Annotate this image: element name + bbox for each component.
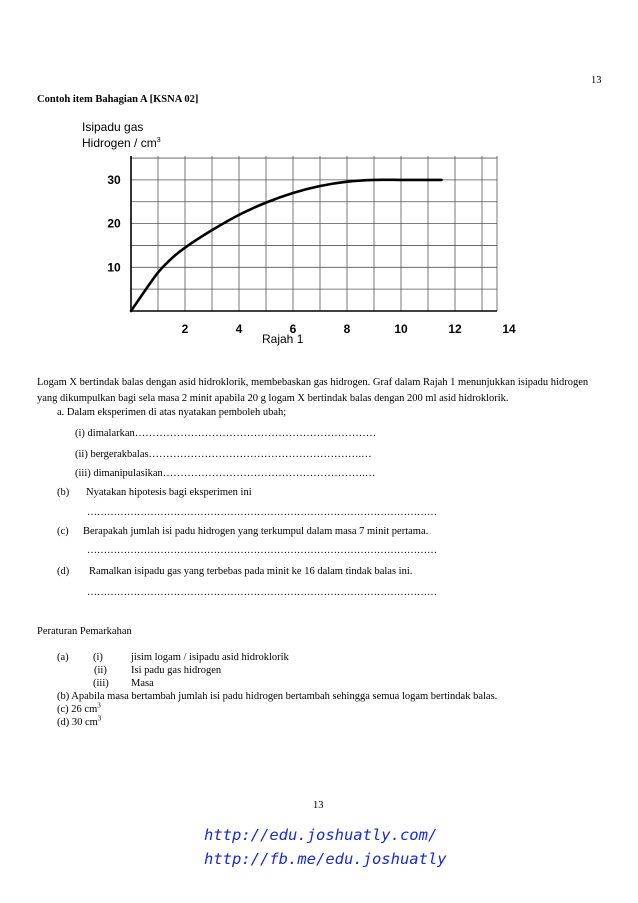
marking-b: (b) Apabila masa bertambah jumlah isi padu hidrogen bertambah sehingga semua logam bertindak balas. xyxy=(57,691,498,702)
answer-line-b: …………………………………………………………………………………………… xyxy=(87,507,437,518)
marking-a-i: jisim logam / isipadu asid hidroklorik xyxy=(131,652,289,663)
intro-paragraph: Logam X bertindak balas dengan asid hidroklorik, membebaskan gas hidrogen. Graf dalam Rajah 1 menunjukkan isipadu hidrogen yang dikumpulkan bagi sela masa 2 minit apabila 20 g logam X bertindak balas dengan 200 ml asid hidroklorik. xyxy=(37,377,589,404)
hydrogen-volume-chart xyxy=(0,0,638,360)
question-b: Nyatakan hipotesis bagi eksperimen ini xyxy=(86,487,252,498)
facebook-link[interactable]: http://fb.me/edu.joshuatly xyxy=(204,850,447,868)
marking-c-text: (c) 26 cm xyxy=(57,704,98,715)
question-d-label: (d) xyxy=(57,566,70,577)
question-d: Ramalkan isipadu gas yang terbebas pada minit ke 16 dalam tindak balas ini. xyxy=(89,566,413,577)
answer-line-c: …………………………………………………………………………………………… xyxy=(87,545,437,556)
y-axis-label-superscript: 3 xyxy=(156,137,161,144)
marking-a-i-label: (i) xyxy=(93,652,103,663)
marking-d-text: (d) 30 cm xyxy=(57,717,98,728)
marking-d-superscript: 3 xyxy=(97,714,102,723)
answer-line-d: …………………………………………………………………………………………… xyxy=(87,587,437,598)
y-tick-label: 10 xyxy=(107,260,121,275)
y-tick-label: 20 xyxy=(107,216,121,231)
x-tick-label: 8 xyxy=(343,322,351,336)
section-heading: Contoh item Bahagian A [KSNA 02] xyxy=(37,94,199,105)
y-axis-label-text: Hidrogen / cm xyxy=(82,136,157,150)
y-tick-label: 30 xyxy=(107,172,121,187)
page-number-bottom: 13 xyxy=(313,800,324,811)
marking-c-superscript: 3 xyxy=(97,701,101,710)
question-c: Berapakah jumlah isi padu hidrogen yang terkumpul dalam masa 7 minit pertama. xyxy=(83,526,429,537)
question-a-i: (i) dimalarkan…………………………………………………………… xyxy=(75,428,377,439)
x-tick-label: 4 xyxy=(235,322,243,336)
marking-a-label: (a) xyxy=(57,652,69,663)
marking-d xyxy=(57,714,102,728)
x-tick-label: 14 xyxy=(502,322,516,336)
x-tick-label: 6 xyxy=(289,322,297,336)
question-a: a. Dalam eksperimen di atas nyatakan pemboleh ubah; xyxy=(57,407,287,418)
x-tick-labels xyxy=(182,322,516,336)
figure-caption: Rajah 1 xyxy=(262,332,304,346)
y-axis-label-line-1: Isipadu gas xyxy=(82,120,144,134)
x-tick-label: 10 xyxy=(394,322,408,336)
marking-a-iii-label: (iii) xyxy=(93,678,109,689)
marking-a-ii: Isi padu gas hidrogen xyxy=(131,665,222,676)
page-number-top: 13 xyxy=(591,75,602,86)
marking-c xyxy=(57,701,101,715)
question-c-label: (c) xyxy=(57,526,69,537)
marking-a-ii-label: (ii) xyxy=(94,665,107,676)
question-b-label: (b) xyxy=(57,487,70,498)
marking-scheme-title: Peraturan Pemarkahan xyxy=(37,626,132,637)
question-a-ii: (ii) bergerakbalas…………………………………………………….… xyxy=(75,449,372,460)
question-a-iii: (iii) dimanipulasikan………………………………………………….… xyxy=(75,468,376,479)
marking-a-iii: Masa xyxy=(131,678,154,689)
website-link[interactable]: http://edu.joshuatly.com/ xyxy=(204,826,438,844)
y-tick-labels xyxy=(107,173,121,274)
x-tick-label: 2 xyxy=(181,322,189,336)
x-tick-label: 12 xyxy=(448,322,462,336)
